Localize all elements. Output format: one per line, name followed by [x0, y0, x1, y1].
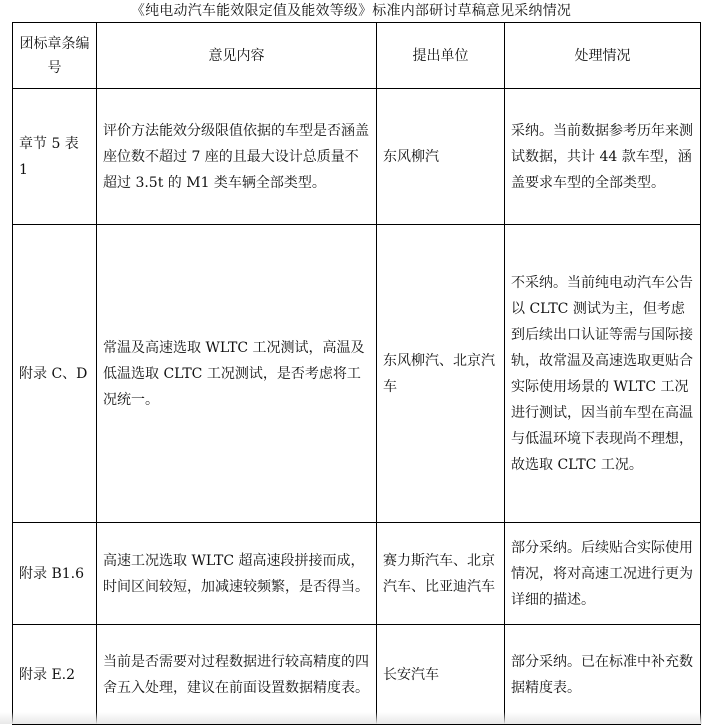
cell-opinion: 高速工况选取 WLTC 超高速段拼接而成，时间区间较短，加减速较频繁，是否得当。: [97, 523, 377, 625]
cell-opinion: 当前是否需要对过程数据进行较高精度的四舍五入处理，建议在前面设置数据精度表。: [97, 625, 377, 725]
cell-clause-id: 附录 B1.6: [13, 523, 97, 625]
cell-clause-id: 附录 E.2: [13, 625, 97, 725]
table-header-row: [13, 23, 701, 89]
cell-proposer: 东风柳汽、北京汽车: [377, 225, 505, 523]
cell-opinion: 常温及高速选取 WLTC 工况测试，高温及低温选取 CLTC 工况测试，是否考虑将工况统一。: [97, 225, 377, 523]
header-proposer: 提出单位: [377, 23, 505, 89]
opinion-table: [12, 22, 701, 725]
cell-handling: 采纳。当前数据参考历年来测试数据，共计 44 款车型，涵盖要求车型的全部类型。: [505, 89, 701, 225]
cell-proposer: 东风柳汽: [377, 89, 505, 225]
table-row: [13, 225, 701, 523]
header-clause-id: 团标章条编号: [13, 23, 97, 89]
document-title: 《纯电动汽车能效限定值及能效等级》标准内部研讨草稿意见采纳情况: [130, 3, 572, 19]
cell-proposer: 长安汽车: [377, 625, 505, 725]
cell-clause-id: 章节 5 表 1: [13, 89, 97, 225]
table-row: [13, 625, 701, 725]
cell-clause-id: 附录 C、D: [13, 225, 97, 523]
cell-handling: 不采纳。当前纯电动汽车公告以 CLTC 测试为主，但考虑到后续出口认证等需与国际接轨，故常温及高速选取更贴合实际使用场景的 WLTC 工况进行测试，因当前车型在高温与低温环境下表现尚不理想，故选取 CLTC 工况。: [505, 225, 701, 523]
bottom-shadow: [0, 712, 702, 724]
cell-handling: 部分采纳。已在标准中补充数据精度表。: [505, 625, 701, 725]
header-opinion: 意见内容: [97, 23, 377, 89]
cell-handling: 部分采纳。后续贴合实际使用情况，将对高速工况进行更为详细的描述。: [505, 523, 701, 625]
header-handling: 处理情况: [505, 23, 701, 89]
table-row: [13, 523, 701, 625]
cell-proposer: 赛力斯汽车、北京汽车、比亚迪汽车: [377, 523, 505, 625]
cell-opinion: 评价方法能效分级限值依据的车型是否涵盖座位数不超过 7 座的且最大设计总质量不超过 3.5t 的 M1 类车辆全部类型。: [97, 89, 377, 225]
table-row: [13, 89, 701, 225]
